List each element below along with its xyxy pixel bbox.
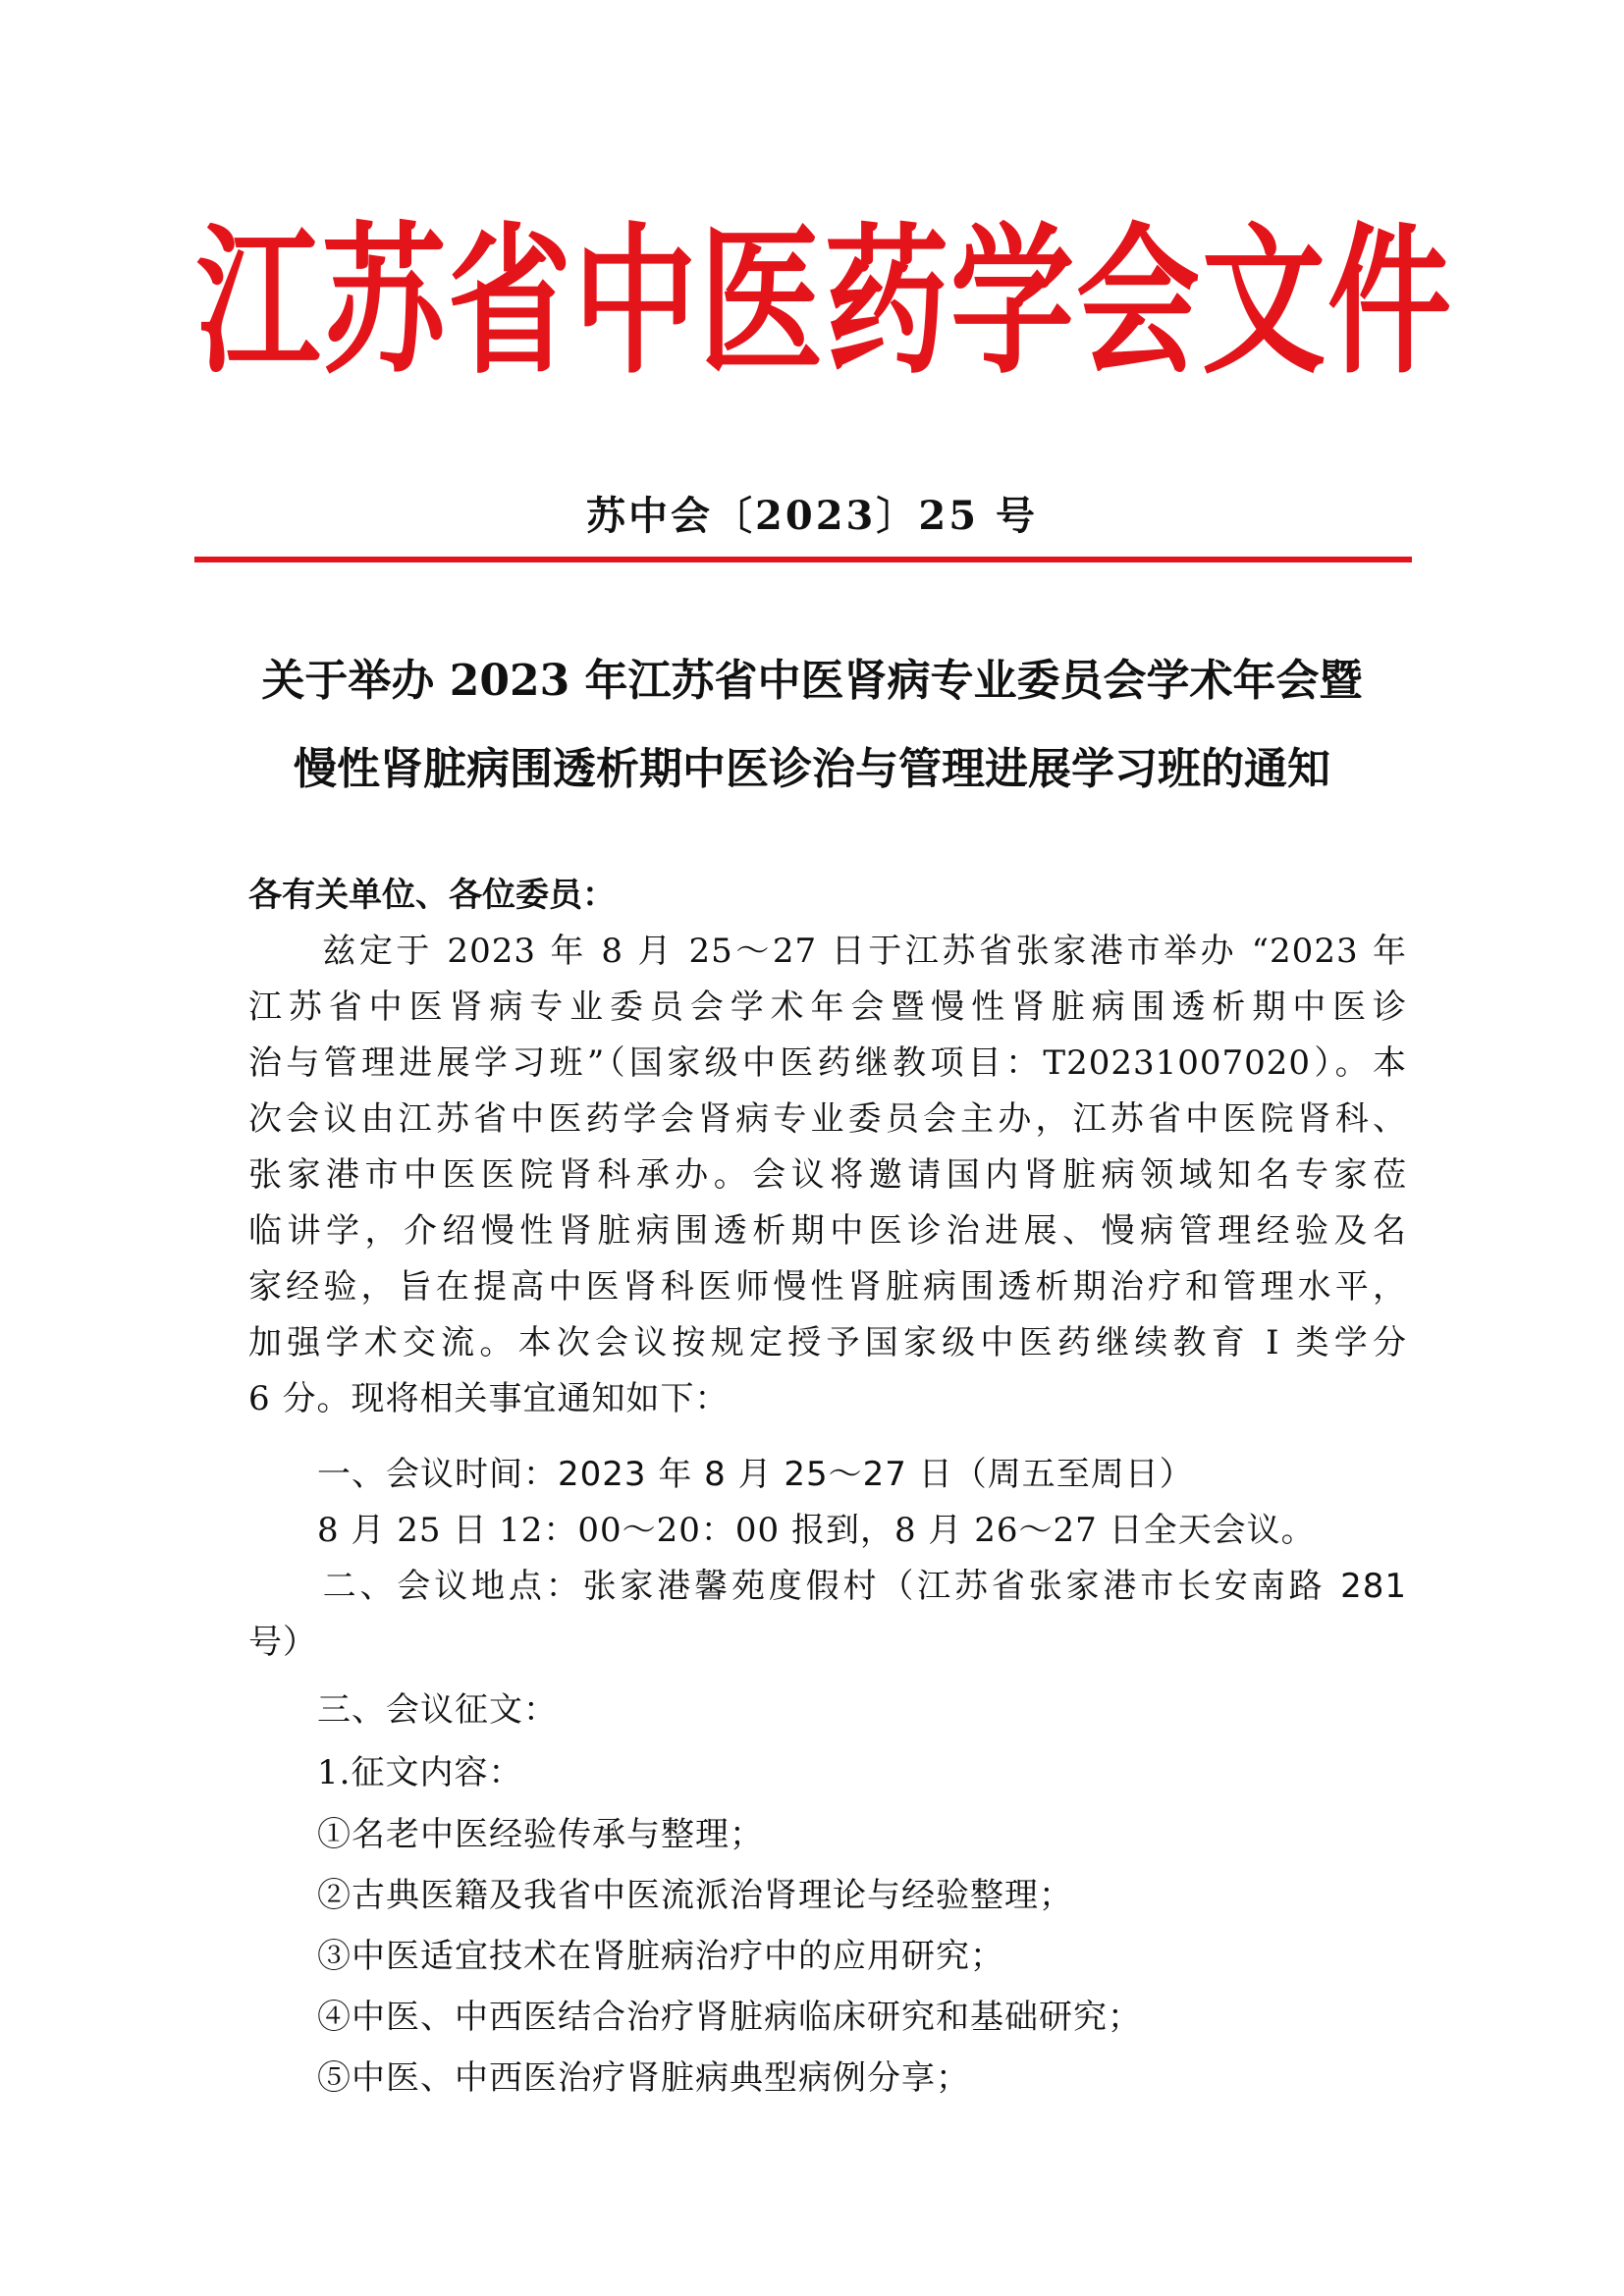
intro-line: 治与管理进展学习班”（国家级中医药继教项目：T20231007020）。本 xyxy=(248,1043,1407,1083)
salutation: 各有关单位、各位委员： xyxy=(248,876,616,915)
section-3-heading: 三、会议征文： xyxy=(248,1690,558,1730)
intro-line: 兹定于 2023 年 8 月 25～27 日于江苏省张家港市举办 “2023 年 xyxy=(248,932,1407,971)
intro-line: 家经验，旨在提高中医肾科医师慢性肾脏病围透析期治疗和管理水平， xyxy=(248,1267,1407,1307)
intro-line: 加强学术交流。本次会议按规定授予国家级中医药继续教育 I 类学分 xyxy=(248,1323,1407,1362)
masthead-title: 江苏省中医药学会文件 xyxy=(196,206,1453,397)
topic-item: ④中医、中西医结合治疗肾脏病临床研究和基础研究； xyxy=(248,1998,1142,2037)
section-2-line-1: 二、会议地点：张家港馨苑度假村（江苏省张家港市长安南路 281 xyxy=(248,1567,1407,1606)
topic-item: ⑤中医、中西医治疗肾脏病典型病例分享； xyxy=(248,2058,970,2098)
intro-line: 6 分。现将相关事宜通知如下： xyxy=(248,1379,730,1418)
topic-item: ②古典医籍及我省中医流派治肾理论与经验整理； xyxy=(248,1876,1073,1915)
intro-line: 江苏省中医肾病专业委员会学术年会暨慢性肾脏病围透析期中医诊 xyxy=(248,988,1407,1027)
topic-item: ③中医适宜技术在肾脏病治疗中的应用研究； xyxy=(248,1937,1004,1976)
section-2-line-2: 号） xyxy=(248,1623,317,1662)
intro-line: 张家港市中医医院肾科承办。会议将邀请国内肾脏病领域知名专家莅 xyxy=(248,1155,1407,1195)
section-1-heading: 一、会议时间：2023 年 8 月 25～27 日（周五至周日） xyxy=(248,1455,1194,1494)
section-1-detail: 8 月 25 日 12：00～20：00 报到，8 月 26～27 日全天会议。 xyxy=(248,1511,1316,1550)
notice-title-line-1: 关于举办 2023 年江苏省中医肾病专业委员会学术年会暨 xyxy=(261,656,1363,706)
document-number: 苏中会〔2023〕25 号 xyxy=(586,493,1038,539)
section-3-subheading: 1.征文内容： xyxy=(248,1753,523,1792)
topic-item: ①名老中医经验传承与整理； xyxy=(248,1815,764,1854)
notice-title-line-2: 慢性肾脏病围透析期中医诊治与管理进展学习班的通知 xyxy=(294,744,1330,794)
intro-line: 临讲学，介绍慢性肾脏病围透析期中医诊治进展、慢病管理经验及名 xyxy=(248,1211,1407,1251)
intro-line: 次会议由江苏省中医药学会肾病专业委员会主办，江苏省中医院肾科、 xyxy=(248,1099,1407,1139)
red-divider-line xyxy=(194,557,1412,562)
